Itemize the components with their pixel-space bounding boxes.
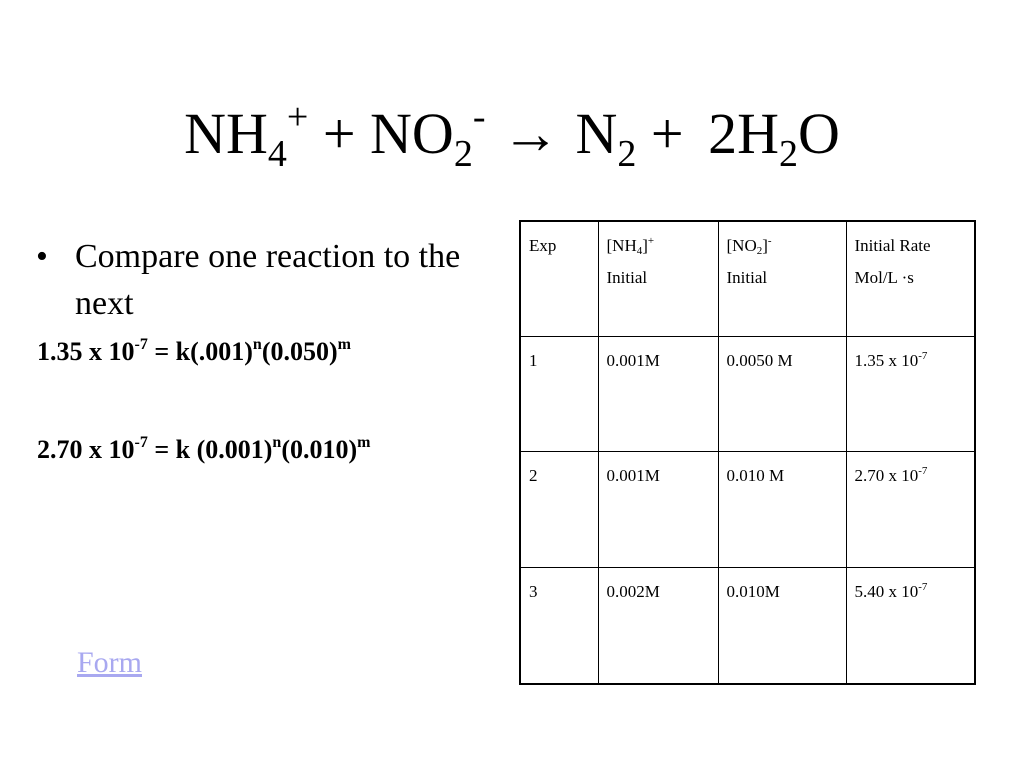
- cell-rate: 1.35 x $10^{-7}$: [846, 336, 975, 451]
- title-nh-superscript: +: [286, 96, 309, 138]
- slide-title: [0, 98, 1024, 173]
- title-o: O: [797, 101, 840, 166]
- table-row: [520, 336, 975, 451]
- header-initial-rate: Initial Rate Mol/L ·s: [846, 221, 975, 336]
- cell-no2: 0.010 M: [718, 451, 846, 567]
- cell-exp: 3: [520, 568, 598, 684]
- cell-exp: 1: [520, 336, 598, 451]
- title-plus-2: +: [650, 101, 684, 166]
- eq2-lhs: 2.70 x 10: [37, 435, 135, 464]
- title-nh-subscript: 4: [267, 133, 287, 175]
- form-link[interactable]: Form: [77, 646, 143, 679]
- cell-nh4: 0.002M: [598, 568, 718, 684]
- header-exp: Exp: [520, 221, 598, 336]
- title-no: NO: [370, 101, 454, 166]
- cell-no2: 0.0050 M: [718, 336, 846, 451]
- eq2-order-m: m: [357, 434, 371, 451]
- cell-nh4: 0.001M: [598, 451, 718, 567]
- eq1-order-m: m: [337, 336, 351, 353]
- table-row: [520, 568, 975, 684]
- title-plus-1: +: [322, 101, 356, 166]
- title-arrow: →: [501, 101, 560, 166]
- eq2-mid: = k (0.001): [147, 435, 273, 464]
- eq2-order-n: n: [272, 434, 282, 451]
- cell-rate: 2.70 x $10^{-7}$: [846, 451, 975, 567]
- rate-equation-2: [37, 434, 370, 465]
- title-h2o-subscript: 2: [778, 133, 798, 175]
- header-no2-initial: $[NO_2]^-$ Initial: [718, 221, 846, 336]
- eq1-mid: = k(.001): [147, 337, 253, 366]
- bullet-text: Compare one reaction to the next: [75, 238, 461, 322]
- rate-equation-1: [37, 336, 351, 367]
- table-header-row: [520, 221, 975, 336]
- title-2h: 2H: [708, 101, 779, 166]
- bullet-marker: •: [36, 238, 48, 275]
- title-n: N: [575, 101, 618, 166]
- eq1-conc: (0.050): [261, 337, 338, 366]
- cell-exp: 2: [520, 451, 598, 567]
- title-nh: NH: [184, 101, 268, 166]
- eq2-exponent: -7: [134, 434, 148, 451]
- bullet-item: [36, 233, 486, 327]
- title-no-subscript: 2: [453, 133, 473, 175]
- eq2-conc: (0.010): [281, 435, 358, 464]
- title-n-subscript: 2: [617, 133, 637, 175]
- cell-nh4: 0.001M: [598, 336, 718, 451]
- header-nh4-initial: $[NH_4]^+$ Initial: [598, 221, 718, 336]
- cell-rate: 5.40 x $10^{-7}$: [846, 568, 975, 684]
- eq1-exponent: -7: [134, 336, 148, 353]
- eq1-lhs: 1.35 x 10: [37, 337, 135, 366]
- rate-data-table: [519, 220, 976, 685]
- title-no-superscript: -: [472, 96, 486, 138]
- eq1-order-n: n: [252, 336, 262, 353]
- cell-no2: 0.010M: [718, 568, 846, 684]
- table-row: [520, 451, 975, 567]
